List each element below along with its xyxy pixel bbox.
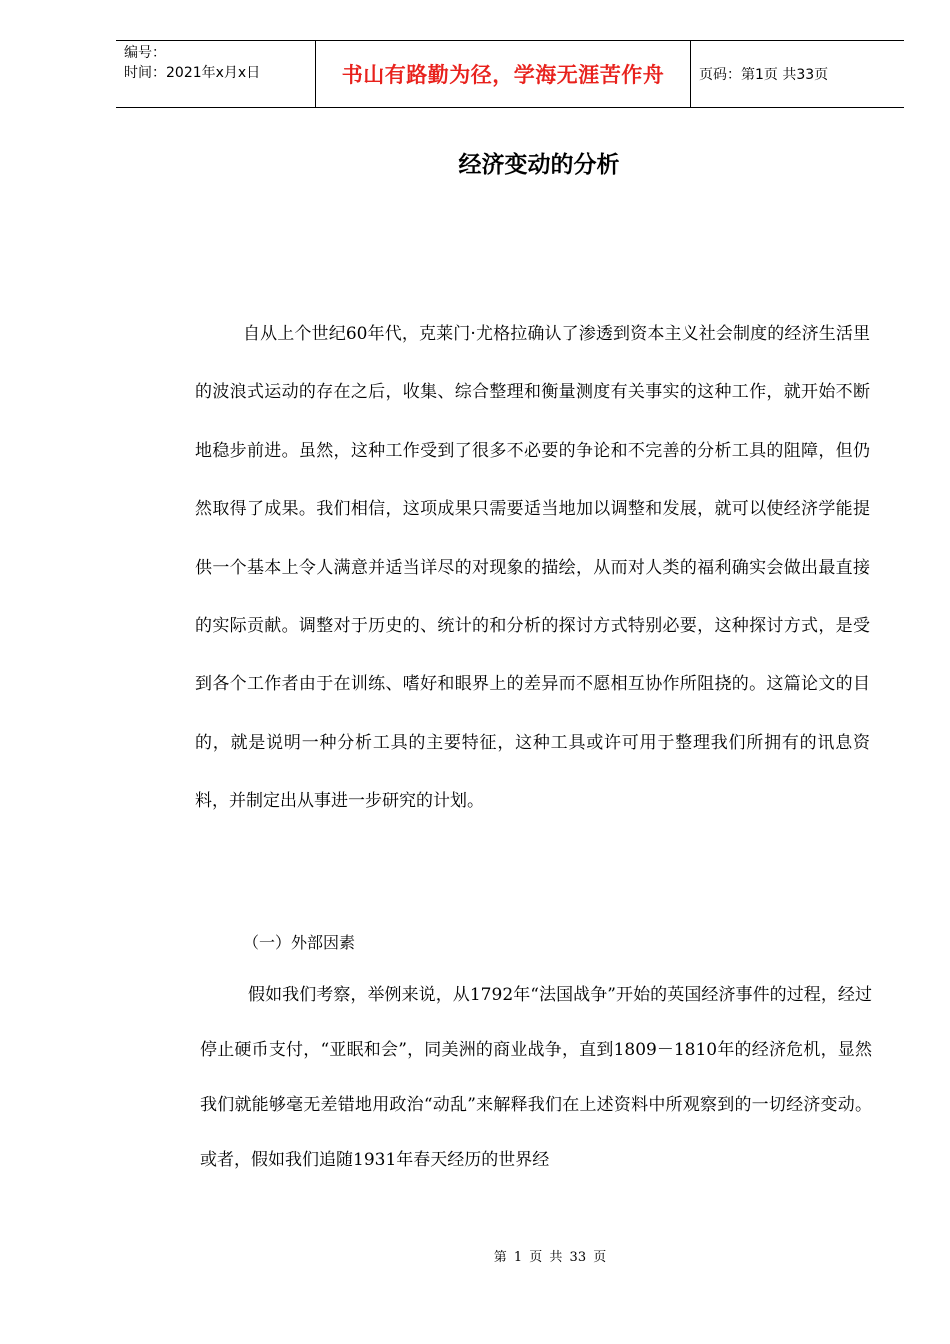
header-page-info: 页码：第1页 共33页 [699, 67, 829, 83]
section-paragraph: 假如我们考察，举例来说，从1792年“法国战争”开始的英国经济事件的过程，经过停止硬币支付，“亚眠和会”，同美洲的商业战争，直到1809－1810年的经济危机，显然我们就能够毫无差错地用政治“动乱”来解释我们在上述资料中所观察到的一切经济变动。或者，假如我们追随1931年春天经历的世界经 [200, 985, 872, 1170]
header-motto: 书山有路勤为径，学海无涯苦作舟 [316, 41, 691, 107]
page-header [116, 40, 904, 108]
page-footer: 第 1 页 共 33 页 [493, 1250, 607, 1265]
serial-number-label: 编号： [124, 45, 166, 61]
document-title: 经济变动的分析 [458, 152, 620, 178]
body-paragraph: 自从上个世纪60年代，克莱门·尤格拉确认了渗透到资本主义社会制度的经济生活里的波浪式运动的存在之后，收集、综合整理和衡量测度有关事实的这种工作，就开始不断地稳步前进。虽然，这种工作受到了很多不必要的争论和不完善的分析工具的阻障，但仍然取得了成果。我们相信，这项成果只需要适当地加以调整和发展，就可以使经济学能提供一个基本上令人满意并适当详尽的对现象的描绘，从而对人类的福利确实会做出最直接的实际贡献。调整对于历史的、统计的和分析的探讨方式特别必要，这种探讨方式，是受到各个工作者由于在训练、嗜好和眼界上的差异而不愿相互协作所阻挠的。这篇论文的目的，就是说明一种分析工具的主要特征，这种工具或许可用于整理我们所拥有的讯息资料，并制定出从事进一步研究的计划。 [195, 324, 870, 812]
section-heading: （一）外部因素 [243, 933, 356, 952]
date-line: 时间：2021年x月x日 [124, 65, 261, 81]
header-meta [116, 41, 316, 107]
